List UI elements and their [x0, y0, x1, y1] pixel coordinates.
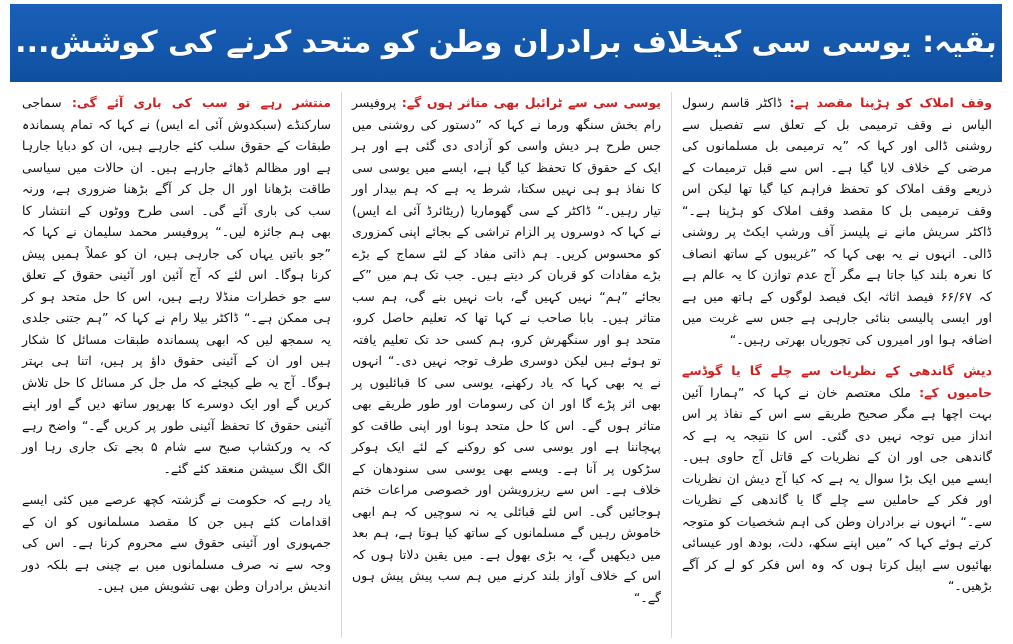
- subheading: دیش گاندھی کے نظریات سے چلے گا یا گوڈسے حامیوں کے:: [682, 363, 992, 400]
- column-1: [672, 92, 1002, 638]
- article-columns: [10, 92, 1002, 638]
- paragraph: [682, 92, 992, 350]
- column-2: [342, 92, 672, 638]
- column-3: [12, 92, 342, 638]
- headline-title: بقیہ: یوسی سی کیخلاف برادران وطن کو متحد کرنے کی کوشش...: [15, 25, 997, 60]
- paragraph-text: ڈاکٹر قاسم رسول الیاس نے وقف ترمیمی بل کے تعلق سے تفصیل سے روشنی ڈالی اور کہا کہ ”یہ ترمیمی بل مسلمانوں کی مرضی کے خلاف لایا گیا ہے۔ اس سے قبل ترمیمات کے ذریعے وقف املاک کو تحفظ فراہم کیا گیا تھا لیکن اس وقف ترمیمی بل کا مقصد وقف املاک کو ہڑپنا ہے۔“ ڈاکٹر سریش مانے نے پلیسز آف ورشپ ایکٹ پر روشنی ڈالی۔ انہوں نے یہ بھی کہا کہ ”غریبوں کے ساتھ انصاف کا نعرہ بلند کیا جاتا ہے مگر آج عدم توازن کا یہ عالم ہے کہ ۶۶/۶۷ فیصد اثاثہ ایک فیصد لوگوں کے ہاتھ میں ہے اور ایسی پالیسی بنائی جارہی ہے جس سے غربت میں اضافہ ہوا اور امیروں کی تجوریاں بھرتی رہیں۔“: [682, 95, 993, 347]
- paragraph-text: پروفیسر رام بخش سنگھ ورما نے کہا کہ ”دستور کی روشنی میں جس طرح ہر دیش واسی کو آزادی دی گئی ہے اور ہر ایک کے حقوق کا تحفظ کیا گیا ہے، ایسے میں یوسی سی کا نفاذ ہو ہی نہیں سکتا، شرط یہ ہے کہ ہم بیدار اور تیار رہیں۔“ ڈاکٹر کے سی گھوماریا (ریٹائرڈ آئی اے ایس) نے کہا کہ دوسروں پر الزام تراشی کے بجائے اپنی کمزوری کو محسوس کریں۔ ہم ذاتی مفاد کے لئے سماج کے بڑے بڑے مفادات کو قربان کر دیتے ہیں۔ جب تک ہم میں ”کے بجائے ”ہم“ نہیں کہیں گے، بات نہیں بنے گی، ہم سب متاثر ہیں۔ بابا صاحب نے کہا تھا کہ تعلیم حاصل کرو، متحد ہو اور سنگھرش کرو، ہم کسی حد تک تعلیم یافتہ تو ہوئے ہیں لیکن دوسری طرف توجہ نہیں دی۔“ انہوں نے یہ بھی کہا کہ یاد رکھنے، یوسی سی کا قبائلیوں پر بھی اثر پڑے گا اور ان کی رسومات اور طور طریقے بھی متاثر ہوں گے۔ اس کا حل متحد ہونا اور اپنی طاقت کو پہچاننا ہے اور یوسی سی کو روکنے کے لئے ایک ہوکر سڑکوں پر آنا ہے۔ ویسے بھی یوسی سی سنودھان کے خلاف ہے۔ اس سے ریزرویشن اور خصوصی مراعات ختم ہوجائیں گی۔ اس لئے قبائلی یہ نہ سوچیں کہ ہم ابھی خاموش رہیں گے مسلمانوں کے ساتھ کیا ہوتا ہے، ہم بعد میں دیکھیں گے، یہ بڑی بھول ہے۔ میں یقین دلاتا ہوں کہ اس کے خلاف آواز بلند کرنے میں ہم سب پیش پیش ہوں گے۔“: [352, 95, 661, 605]
- paragraph-text: ملک معتصم خان نے کہا کہ ”ہمارا آئین بہت اچھا ہے مگر صحیح طریقے سے اس کے نفاذ پر اس انداز میں توجہ نہیں دی گئی۔ اس کا نتیجہ یہ ہے کہ گاندھی جی اور ان کے نظریات کے قاتل آج حاوی ہیں۔ ایسے میں ایک بڑا سوال یہ ہے کہ کیا آج دیش ان نظریات اور فکر کے حاملین سے چلے گا یا گاندھی کے نظریات سے۔“ انہوں نے برادران وطن کی اہم شخصیات کو متوجہ کرتے ہوئے کہا کہ ”میں اپنے سکھ، دلت، بودھ اور عیسائی بھائیوں سے اپیل کرتا ہوں کہ وہ اس فکر کو لے کر آگے بڑھیں۔“: [682, 384, 992, 593]
- paragraph-text: سماجی سارکنڈے (سبکدوش آئی اے ایس) نے کہا کہ تمام پسماندہ طبقات کے حقوق سلب کئے جارہے ہیں، ان کو دبایا جارہا ہے اور مظالم ڈھائے جارہے ہیں۔ ان حالات میں سیاسی طاقت بڑھانا اور ال جل کر آگے بڑھنا ضروری ہے، ورنہ سب کی باری آئے گی۔ اسی طرح ووٹوں کے انتشار کا بھی ہم جائزہ لیں۔“ پروفیسر محمد سلیمان نے کہا کہ ”جو باتیں یہاں کی جارہی ہیں، ان کو عملاً ہمیں پیش کرنا ہوگا۔ اس لئے کہ آج آئین اور آئینی حقوق کے تعلق سے جو خطرات منڈلا رہے ہیں، اس کا حل متحد ہو کر ہی ممکن ہے۔“ ڈاکٹر بیلا رام نے کہا کہ ”ہم جتنی جلدی یہ سمجھ لیں کہ ابھی پسماندہ طبقات مسائل کا شکار ہیں اور ان کے آئینی حقوق داؤ پر ہیں، اتنا ہی بہتر ہوگا۔ آج یہ طے کیجئے کہ مل جل کر مسائل کا حل تلاش کریں گے اور ایک دوسرے کا بھرپور ساتھ دیں گے اور اپنے آئینی حقوق کا تحفظ آئینی طور پر کریں گے۔“ واضح رہے کہ یہ ورکشاپ صبح سے شام ۵ بجے تک جاری رہا اور الگ الگ سیشن منعقد کئے گئے۔: [22, 95, 331, 476]
- subheading: یوسی سی سے ٹرائبل بھی متاثر ہوں گے:: [396, 95, 661, 110]
- headline-banner: [10, 4, 1002, 82]
- paragraph: [22, 489, 331, 597]
- subheading: وقف املاک کو ہڑپنا مقصد ہے:: [782, 95, 992, 110]
- paragraph: [22, 92, 331, 479]
- subheading: منتشر رہے تو سب کی باری آئے گی:: [61, 95, 331, 110]
- paragraph: [352, 92, 661, 608]
- paragraph-text: یاد رہے کہ حکومت نے گزشتہ کچھ عرصے میں کئی ایسے اقدامات کئے ہیں جن کا مقصد مسلمانوں کو ان کے جمہوری اور آئینی حقوق سے محروم کرنا ہے۔ اس کی وجہ سے نہ صرف مسلمانوں میں بے چینی ہے بلکہ دور اندیش برادران وطن بھی تشویش میں ہیں۔: [22, 492, 331, 593]
- paragraph: [682, 360, 992, 597]
